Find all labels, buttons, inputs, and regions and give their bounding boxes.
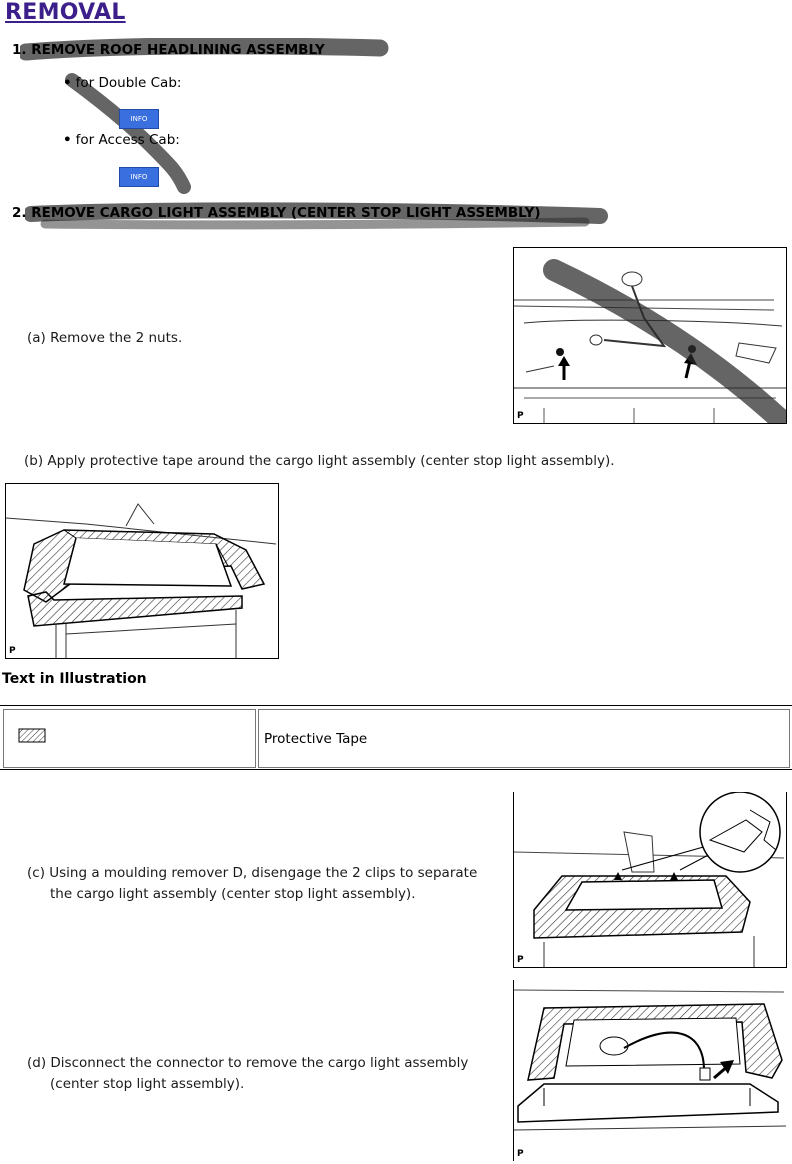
step-d-text-line2: (center stop light assembly). [50,1076,245,1092]
list-item: • for Double Cab: [63,75,182,91]
step-c-text-line2: the cargo light assembly (center stop light assembly). [50,886,416,902]
hatch-icon [18,728,46,744]
step-c-text-line1: (c) Using a moulding remover D, disengage the 2 clips to separate [27,865,478,881]
illustration-text-heading: Text in Illustration [2,671,147,687]
figure-mark: P [517,411,524,421]
bullet-icon: • [63,132,72,148]
illustration-protective-tape [5,483,279,659]
illustration-remove-nuts [513,247,787,424]
step-2-heading: 2. REMOVE CARGO LIGHT ASSEMBLY (CENTER STOP LIGHT ASSEMBLY) [12,205,541,221]
illustration-drawing [514,248,786,423]
bullet-icon: • [63,75,72,91]
figure-mark: P [517,955,524,965]
illustration-drawing [514,792,786,967]
step-1-heading: 1. REMOVE ROOF HEADLINING ASSEMBLY [12,42,325,58]
illustration-disconnect-connector [513,980,786,1161]
figure-mark: P [517,1149,524,1159]
figure-mark: P [9,646,16,656]
info-button-access-cab[interactable]: INFO [119,167,159,187]
legend-table [0,705,792,770]
illustration-drawing [514,980,786,1161]
illustration-disengage-clips [513,792,787,968]
step-a-text: (a) Remove the 2 nuts. [27,330,183,346]
info-button-double-cab[interactable]: INFO [119,109,159,129]
legend-symbol-cell [3,709,256,768]
illustration-drawing [6,484,278,658]
legend-label-cell [258,709,790,768]
step-b-text: (b) Apply protective tape around the cargo light assembly (center stop light assembly). [24,453,615,469]
step-d-text-line1: (d) Disconnect the connector to remove the cargo light assembly [27,1055,469,1071]
list-item: • for Access Cab: [63,132,180,148]
legend-label: Protective Tape [264,731,368,747]
page-title: REMOVAL [5,0,126,25]
